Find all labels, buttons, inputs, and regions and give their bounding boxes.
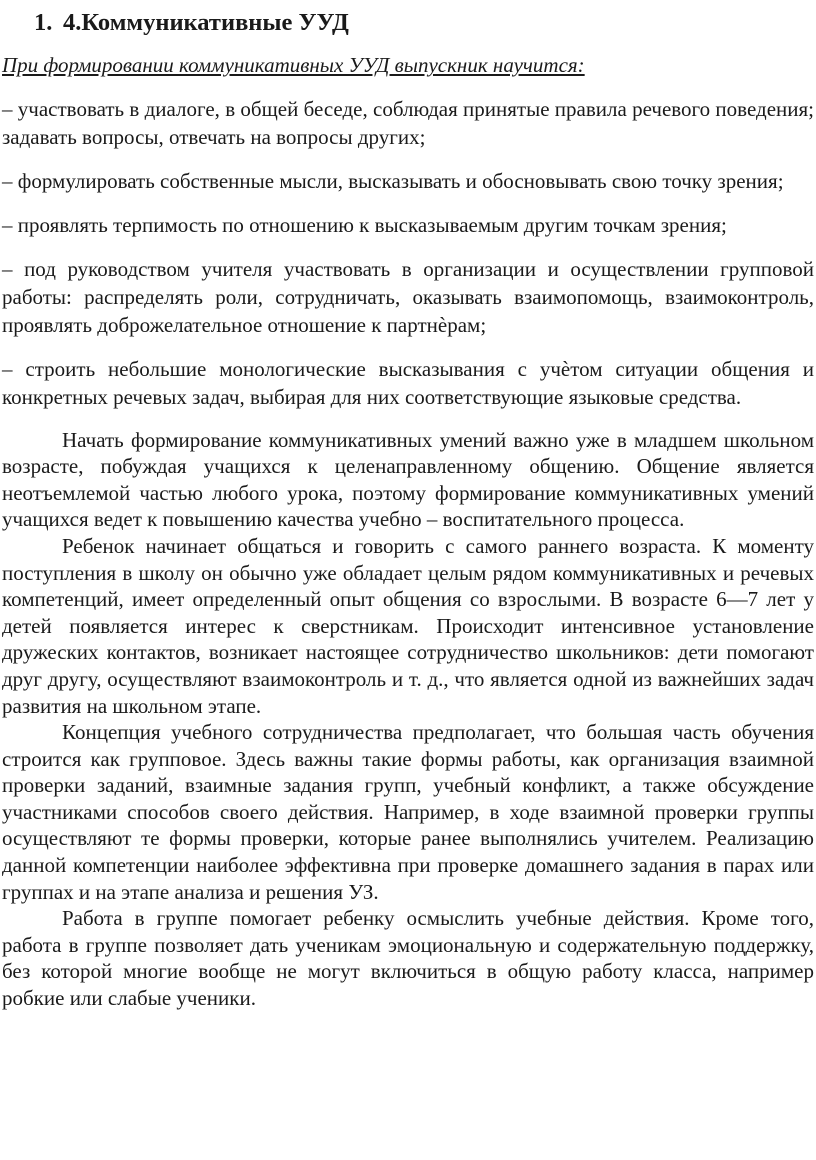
- skill-item: – строить небольшие монологические высказывания с учѐтом ситуации общения и конкретных речевых задач, выбирая для них соответствующие языковые средства.: [2, 356, 814, 409]
- body-text: [2, 427, 814, 1012]
- section-heading: [34, 8, 814, 37]
- skill-item: – под руководством учителя участвовать в организации и осуществлении групповой работы: распределять роли, сотрудничать, оказывать взаимопомощь, взаимоконтроль, проявлять доброжелательное отношение к партнѐрам;: [2, 256, 814, 337]
- body-paragraph: Ребенок начинает общаться и говорить с самого раннего возраста. К моменту поступления в школу он обычно уже обладает целым рядом коммуникативных и речевых компетенций, имеет определенный опыт общения со взрослыми. В возрасте 6—7 лет у детей появляется интерес к сверстникам. Происходит интенсивное установление дружеских контактов, возникает настоящее сотрудничество школьников: дети помогают друг другу, осуществляют взаимоконтроль и т. д., что является одной из важнейших задач развития на школьном этапе.: [2, 533, 814, 718]
- skill-item: – проявлять терпимость по отношению к высказываемым другим точкам зрения;: [2, 212, 727, 237]
- skill-item: – формулировать собственные мысли, высказывать и обосновывать свою точку зрения;: [2, 168, 784, 193]
- body-paragraph: Начать формирование коммуникативных умений важно уже в младшем школьном возрасте, побуждая учащихся к целенаправленному общению. Общение является неотъемлемой частью любого урока, поэтому формирование коммуникативных умений учащихся ведет к повышению качества учебно – воспитательного процесса.: [2, 427, 814, 532]
- body-paragraph: Концепция учебного сотрудничества предполагает, что большая часть обучения строится как групповое. Здесь важны такие формы работы, как организация взаимной проверки заданий, взаимные задания групп, учебный конфликт, а также обсуждение участниками способов своего действия. Например, в ходе взаимной проверки группы осуществляют те формы проверки, которые ранее выполнялись учителем. Реализацию данной компетенции наиболее эффективна при проверке домашнего задания в парах или группах и на этапе анализа и решения УЗ.: [2, 720, 814, 904]
- section-title: 4.Коммуникативные УУД: [63, 9, 349, 36]
- skill-item: – участвовать в диалоге, в общей беседе, соблюдая принятые правила речевого поведения; задавать вопросы, отвечать на вопросы других;: [2, 96, 814, 149]
- body-paragraph: Работа в группе помогает ребенку осмыслить учебные действия. Кроме того, работа в группе позволяет дать ученикам эмоциональную и содержательную поддержку, без которой многие вообще не могут включиться в общую работу класса, например робкие или слабые ученики.: [2, 906, 814, 1011]
- section-subtitle: При формировании коммуникативных УУД выпускник научится:: [2, 53, 585, 78]
- section-number: 1.: [34, 9, 53, 36]
- skills-list: [2, 95, 814, 411]
